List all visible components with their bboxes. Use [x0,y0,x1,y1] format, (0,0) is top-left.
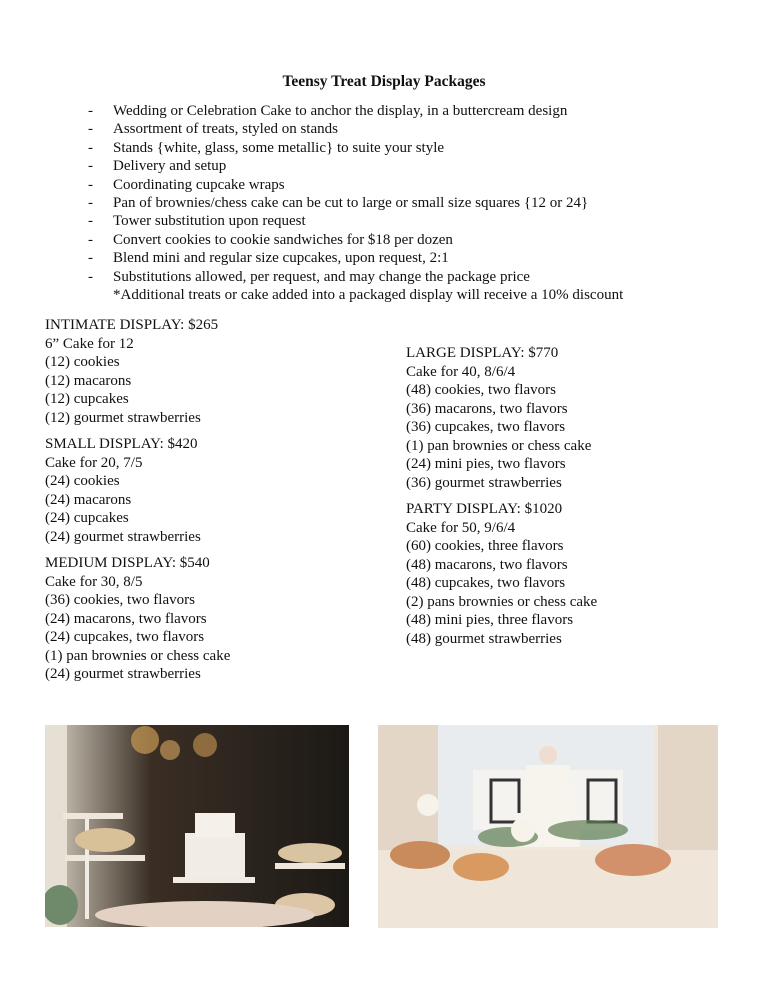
package-block [406,500,597,648]
package-item: 6” Cake for 12 [45,335,134,352]
package-item: (48) gourmet strawberries [406,630,562,647]
package-item: Cake for 30, 8/5 [45,573,143,590]
feature-text: Convert cookies to cookie sandwiches for $18 per dozen [113,231,453,248]
package-item: (2) pans brownies or chess cake [406,593,598,610]
discount-note: *Additional treats or cake added into a packaged display will receive a 10% discount [113,287,624,303]
package-item: (60) cookies, three flavors [406,538,564,554]
feature-list-item [88,268,588,286]
package-heading: MEDIUM DISPLAY: $540 [45,555,210,571]
feature-text: Tower substitution upon request [113,213,306,230]
bullet-dash: - [88,139,93,156]
package-item: (48) cookies, two flavors [406,382,556,398]
feature-list [88,102,588,286]
package-item: (48) cupcakes, two flavors [406,575,566,591]
package-item: (36) cookies, two flavors [45,592,195,608]
feature-list-item [88,176,588,194]
feature-text: Coordinating cupcake wraps [113,176,285,193]
feature-text: Pan of brownies/chess cake can be cut to large or small size squares {12 or 24} [113,194,589,211]
package-item: (12) gourmet strawberries [45,409,201,426]
package-item: (24) macarons, two flavors [45,610,207,627]
package-item: Cake for 40, 8/6/4 [406,363,516,380]
feature-text: Blend mini and regular size cupcakes, upon request, 2:1 [113,250,449,267]
package-block [406,344,597,492]
bullet-dash: - [88,194,93,211]
feature-text: Stands {white, glass, some metallic} to suite your style [113,139,445,156]
feature-list-item [88,157,588,175]
package-item: (24) cupcakes [45,510,129,526]
package-item: Cake for 20, 7/5 [45,454,143,471]
package-item: (12) macarons [45,372,132,389]
left-packages-column [45,316,230,692]
bullet-dash: - [88,250,93,267]
feature-list-item [88,231,588,249]
bullet-dash: - [88,158,93,175]
page-title: Teensy Treat Display Packages [282,73,486,90]
feature-list-item [88,139,588,157]
bullet-dash: - [88,231,93,248]
package-heading: INTIMATE DISPLAY: $265 [45,317,219,333]
feature-list-item [88,102,588,120]
package-heading: PARTY DISPLAY: $1020 [406,501,563,517]
package-item: (1) pan brownies or chess cake [45,647,231,664]
package-item: (12) cookies [45,354,120,370]
dessert-table-photo-2 [378,725,718,928]
package-block [45,554,230,684]
bullet-dash: - [88,268,93,285]
feature-text: Wedding or Celebration Cake to anchor the display, in a buttercream design [113,103,568,119]
package-item: (24) cupcakes, two flavors [45,629,205,645]
package-item: (12) cupcakes [45,391,129,407]
dessert-table-photo-1 [45,725,349,927]
package-item: Cake for 50, 9/6/4 [406,519,516,536]
feature-list-item [88,212,588,230]
package-item: (24) gourmet strawberries [45,666,201,682]
package-item: (48) macarons, two flavors [406,556,568,573]
package-item: (1) pan brownies or chess cake [406,437,592,454]
feature-text: Substitutions allowed, per request, and may change the package price [113,268,530,285]
bullet-dash: - [88,121,93,138]
feature-text: Delivery and setup [113,158,227,175]
feature-list-item [88,194,588,212]
package-item: (48) mini pies, three flavors [406,612,574,628]
package-item: (36) macarons, two flavors [406,400,568,417]
package-block [45,435,230,546]
bullet-dash: - [88,103,93,119]
package-item: (24) mini pies, two flavors [406,456,566,472]
feature-list-item [88,120,588,138]
package-heading: LARGE DISPLAY: $770 [406,345,559,361]
package-item: (24) macarons [45,491,132,508]
feature-text: Assortment of treats, styled on stands [113,121,338,138]
package-item: (36) gourmet strawberries [406,474,562,491]
right-packages-column [406,344,597,656]
feature-list-item [88,249,588,267]
package-block [45,316,230,427]
package-heading: SMALL DISPLAY: $420 [45,436,198,452]
package-item: (24) gourmet strawberries [45,528,201,545]
bullet-dash: - [88,176,93,193]
package-item: (36) cupcakes, two flavors [406,419,566,435]
package-item: (24) cookies [45,473,120,489]
bullet-dash: - [88,213,93,230]
